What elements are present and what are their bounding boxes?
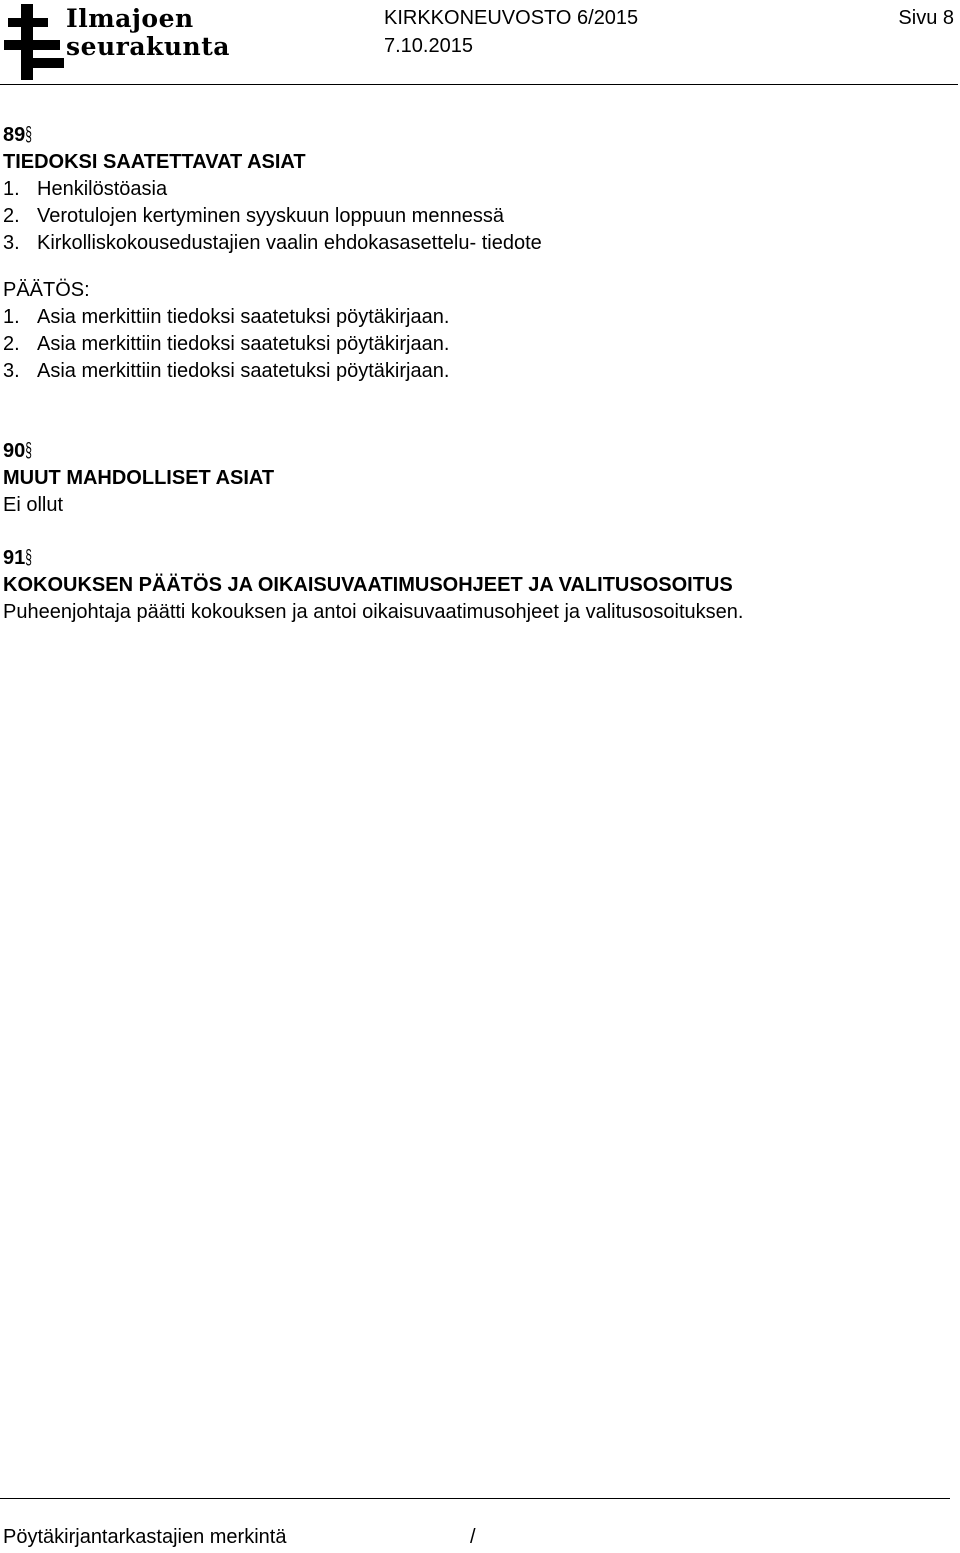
decision-item: 3. Asia merkittiin tiedoksi saatetuksi pöytäkirjaan. [3,360,450,382]
footer-divider [0,1498,950,1499]
list-item: 2. Verotulojen kertyminen syyskuun loppuun mennessä [3,205,504,227]
header-divider [0,84,958,85]
section-91-number: 91§ [3,547,33,569]
footer-label: Pöytäkirjantarkastajien merkintä [3,1526,287,1548]
parish-logo [4,2,244,82]
decision-item: 2. Asia merkittiin tiedoksi saatetuksi pöytäkirjaan. [3,333,450,355]
section-91-title: KOKOUKSEN PÄÄTÖS JA OIKAISUVAATIMUSOHJEET JA VALITUSOSOITUS [3,574,733,596]
section-90-number: 90§ [3,440,33,462]
list-item: 3. Kirkolliskokousedustajien vaalin ehdokasasettelu- tiedote [3,232,542,254]
document-title: KIRKKONEUVOSTO 6/2015 [384,7,639,29]
section-89-number: 89§ [3,124,33,146]
footer-separator: / [470,1526,476,1548]
section-90-title: MUUT MAHDOLLISET ASIAT [3,467,275,489]
document-date: 7.10.2015 [384,35,473,57]
page-number: Sivu 8 [898,7,954,29]
list-item: 1. Henkilöstöasia [3,178,168,200]
decision-item: 1. Asia merkittiin tiedoksi saatetuksi pöytäkirjaan. [3,306,450,328]
logo-line-2: seurakunta [66,32,230,61]
section-90-body: Ei ollut [3,494,64,516]
decision-label: PÄÄTÖS: [3,279,90,301]
document-body [3,122,953,626]
section-91-body: Puheenjohtaja päätti kokouksen ja antoi oikaisuvaatimusohjeet ja valitusosoituksen. [3,601,744,623]
logo-line-1: Ilmajoen [66,4,194,33]
cross-icon [4,2,64,82]
section-89-title: TIEDOKSI SAATETTAVAT ASIAT [3,151,306,173]
